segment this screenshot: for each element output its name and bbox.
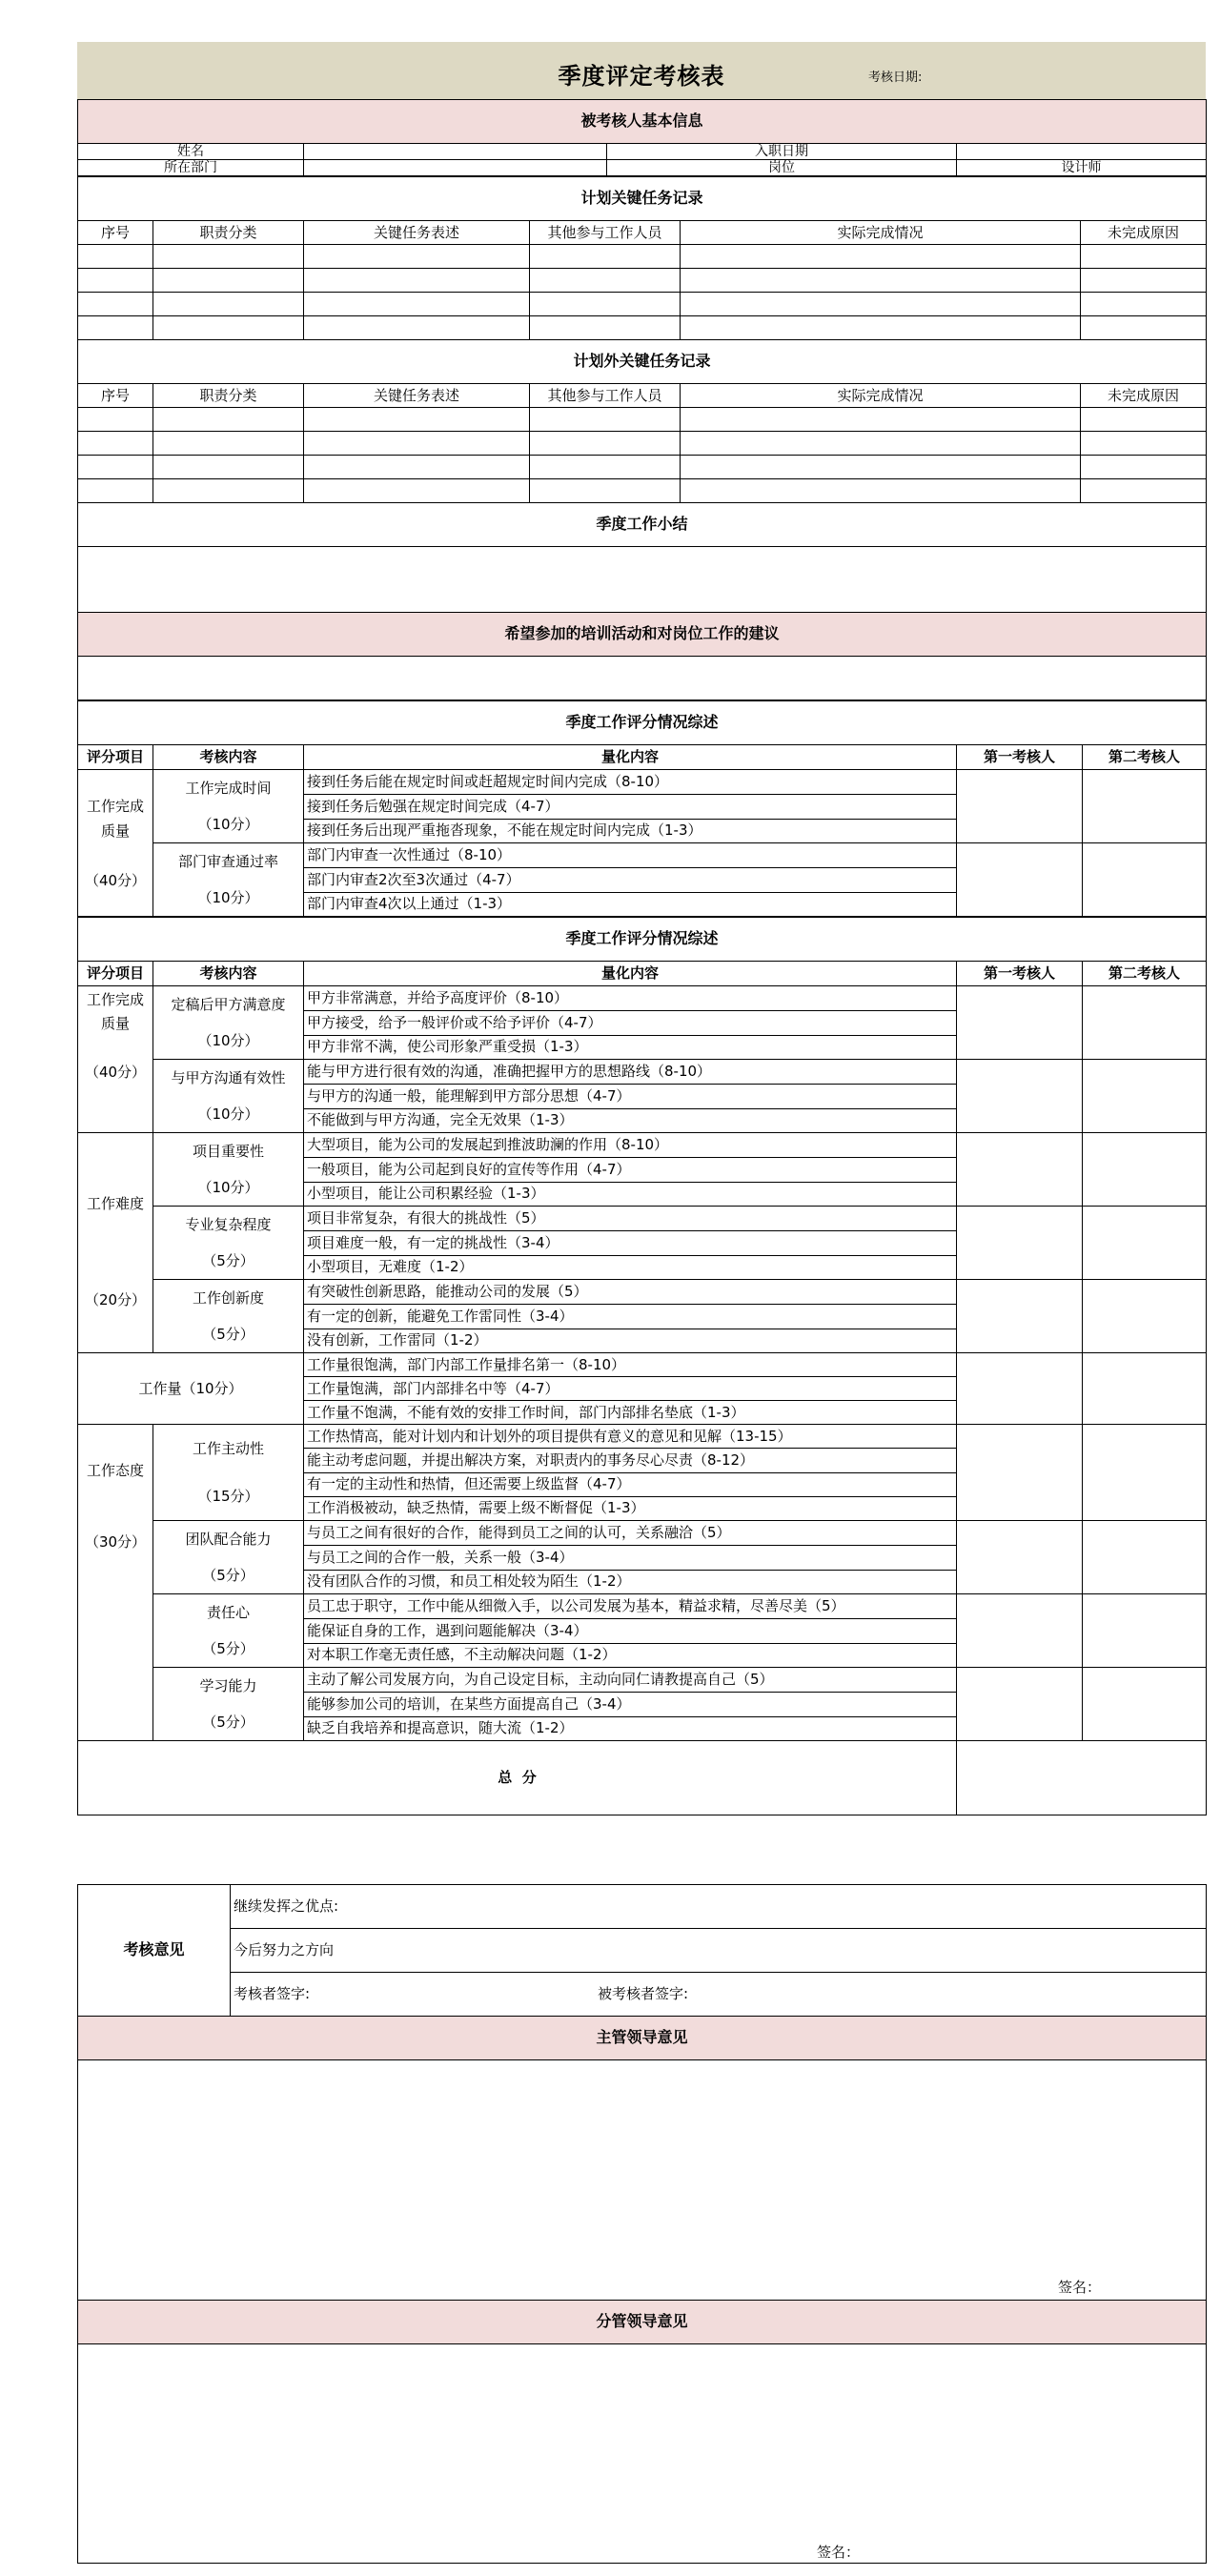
reviewer2-score[interactable] bbox=[1083, 1668, 1207, 1741]
assessment-sheet bbox=[77, 42, 1206, 2564]
category-label: 质量 bbox=[100, 821, 130, 840]
item-innovation bbox=[153, 1280, 304, 1353]
reviewer1-score[interactable] bbox=[957, 843, 1083, 917]
cell[interactable] bbox=[304, 479, 530, 503]
cell[interactable] bbox=[1081, 456, 1207, 479]
name-label: 姓名 bbox=[78, 144, 304, 160]
cell[interactable] bbox=[153, 432, 304, 456]
category-label: 工作完成 bbox=[86, 797, 144, 815]
col-header-item: 评分项目 bbox=[78, 745, 153, 770]
col-header-reason: 未完成原因 bbox=[1081, 384, 1207, 408]
cell[interactable] bbox=[530, 408, 681, 432]
criteria-text: 能主动考虑问题，并提出解决方案，对职责内的事务尽心尽责（8-12） bbox=[304, 1449, 957, 1472]
criteria-text: 能保证自身的工作，遇到问题能解决（3-4） bbox=[304, 1618, 957, 1643]
reviewer2-score[interactable] bbox=[1083, 1280, 1207, 1353]
item-label: 部门审查通过率 bbox=[177, 853, 278, 871]
cell[interactable] bbox=[153, 245, 304, 269]
criteria-text: 接到任务后勉强在规定时间完成（4-7） bbox=[304, 794, 957, 819]
category-label: 工作态度 bbox=[86, 1462, 144, 1480]
supervisor-opinion-field[interactable] bbox=[78, 2060, 1207, 2301]
unplanned-tasks-title: 计划外关键任务记录 bbox=[78, 340, 1207, 384]
category-points: （30分） bbox=[84, 1533, 147, 1552]
criteria-text: 工作热情高，能对计划内和计划外的项目提供有意义的意见和见解（13-15） bbox=[304, 1425, 957, 1449]
criteria-text: 甲方接受，给予一般评价或不给予评价（4-7） bbox=[304, 1010, 957, 1035]
cell[interactable] bbox=[1081, 293, 1207, 316]
criteria-text: 部门内审查一次性通过（8-10） bbox=[304, 843, 957, 868]
col-header-criteria: 量化内容 bbox=[304, 745, 957, 770]
col-header-index: 序号 bbox=[78, 221, 153, 245]
strengths-field[interactable]: 继续发挥之优点: bbox=[231, 1885, 1207, 1929]
reviewer-signature-field[interactable]: 考核者签字: bbox=[234, 1985, 311, 2003]
criteria-text: 工作消极被动，缺乏热情，需要上级不断督促（1-3） bbox=[304, 1496, 957, 1520]
criteria-text: 部门内审查4次以上通过（1-3） bbox=[304, 892, 957, 917]
position-field[interactable]: 设计师 bbox=[957, 160, 1207, 176]
item-points: （5分） bbox=[202, 1252, 254, 1270]
criteria-text: 部门内审查2次至3次通过（4-7） bbox=[304, 867, 957, 892]
opinion-label: 考核意见 bbox=[78, 1885, 231, 2017]
cell[interactable] bbox=[304, 269, 530, 293]
reviewer2-score[interactable] bbox=[1083, 1353, 1207, 1425]
reviewer2-score[interactable] bbox=[1083, 843, 1207, 917]
cell[interactable] bbox=[78, 245, 153, 269]
col-header-item: 评分项目 bbox=[78, 962, 153, 986]
reviewer1-score[interactable] bbox=[957, 1060, 1083, 1133]
cell[interactable] bbox=[304, 316, 530, 340]
criteria-text: 一般项目，能为公司起到良好的宣传等作用（4-7） bbox=[304, 1157, 957, 1182]
table-row bbox=[78, 408, 1207, 432]
reviewer2-score[interactable] bbox=[1083, 1521, 1207, 1594]
reviewer1-score[interactable] bbox=[957, 1668, 1083, 1741]
cell[interactable] bbox=[681, 269, 1081, 293]
reviewer2-score[interactable] bbox=[1083, 1133, 1207, 1207]
cell[interactable] bbox=[153, 316, 304, 340]
position-label: 岗位 bbox=[607, 160, 957, 176]
item-label: 定稿后甲方满意度 bbox=[171, 996, 286, 1014]
item-label: 工作主动性 bbox=[192, 1440, 264, 1458]
criteria-text: 工作量很饱满，部门内部工作量排名第一（8-10） bbox=[304, 1353, 957, 1377]
cell[interactable] bbox=[78, 316, 153, 340]
cell[interactable] bbox=[78, 269, 153, 293]
item-label: 项目重要性 bbox=[192, 1143, 264, 1161]
cell[interactable] bbox=[681, 456, 1081, 479]
item-teamwork bbox=[153, 1521, 304, 1594]
item-points: （5分） bbox=[202, 1326, 254, 1344]
category-points: （40分） bbox=[84, 1064, 147, 1082]
cell[interactable] bbox=[1081, 479, 1207, 503]
criteria-text: 缺乏自我培养和提高意识，随大流（1-2） bbox=[304, 1716, 957, 1741]
cell[interactable] bbox=[530, 316, 681, 340]
col-header-criteria: 量化内容 bbox=[304, 962, 957, 986]
department-field[interactable] bbox=[304, 160, 607, 176]
cell[interactable] bbox=[153, 456, 304, 479]
criteria-text: 小型项目，无难度（1-2） bbox=[304, 1255, 957, 1280]
criteria-text: 不能做到与甲方沟通，完全无效果（1-3） bbox=[304, 1108, 957, 1133]
criteria-text: 没有创新，工作雷同（1-2） bbox=[304, 1329, 957, 1353]
suggestions-field[interactable] bbox=[78, 657, 1207, 700]
name-field[interactable] bbox=[304, 144, 607, 160]
page-title: 季度评定考核表 bbox=[558, 63, 725, 90]
table-row bbox=[78, 269, 1207, 293]
item-label: 学习能力 bbox=[199, 1677, 257, 1695]
summary-field[interactable] bbox=[78, 547, 1207, 613]
category-attitude bbox=[78, 1425, 153, 1741]
criteria-text: 没有团队合作的习惯，和员工相处较为陌生（1-2） bbox=[304, 1570, 957, 1594]
scoring-table-1 bbox=[77, 700, 1207, 917]
item-points: （10分） bbox=[197, 1105, 259, 1124]
reviewer1-score[interactable] bbox=[957, 770, 1083, 843]
item-label: 工作完成时间 bbox=[185, 780, 272, 798]
cell[interactable] bbox=[153, 479, 304, 503]
criteria-text: 与甲方的沟通一般，能理解到甲方部分思想（4-7） bbox=[304, 1084, 957, 1108]
item-points: （10分） bbox=[197, 1032, 259, 1050]
cell[interactable] bbox=[304, 432, 530, 456]
col-header-reviewer2: 第二考核人 bbox=[1083, 745, 1207, 770]
reviewer1-score[interactable] bbox=[957, 1425, 1083, 1521]
reviewer2-score[interactable] bbox=[1083, 1594, 1207, 1668]
criteria-text: 甲方非常不满，使公司形象严重受损（1-3） bbox=[304, 1035, 957, 1060]
item-label: 责任心 bbox=[206, 1604, 250, 1622]
criteria-text: 有突破性创新思路，能推动公司的发展（5） bbox=[304, 1280, 957, 1305]
table-row bbox=[78, 293, 1207, 316]
criteria-text: 项目难度一般，有一定的挑战性（3-4） bbox=[304, 1230, 957, 1255]
col-header-category: 职责分类 bbox=[153, 221, 304, 245]
reviewer1-score[interactable] bbox=[957, 986, 1083, 1060]
cell[interactable] bbox=[1081, 316, 1207, 340]
criteria-text: 对本职工作毫无责任感，不主动解决问题（1-2） bbox=[304, 1643, 957, 1668]
reviewer2-score[interactable] bbox=[1083, 1060, 1207, 1133]
item-responsibility bbox=[153, 1594, 304, 1668]
reviewer1-score[interactable] bbox=[957, 1353, 1083, 1425]
criteria-text: 有一定的创新，能避免工作雷同性（3-4） bbox=[304, 1304, 957, 1329]
total-label: 总 分 bbox=[78, 1741, 957, 1815]
item-client-satisfaction bbox=[153, 986, 304, 1060]
item-review-pass-rate bbox=[153, 843, 304, 917]
cell[interactable] bbox=[1081, 269, 1207, 293]
cell[interactable] bbox=[1081, 245, 1207, 269]
item-label: 与甲方沟通有效性 bbox=[171, 1069, 286, 1087]
cell[interactable] bbox=[153, 408, 304, 432]
criteria-text: 主动了解公司发展方向，为自己设定目标，主动向同仁请教提高自己（5） bbox=[304, 1668, 957, 1693]
cell[interactable] bbox=[681, 316, 1081, 340]
cell[interactable] bbox=[153, 269, 304, 293]
supervisor-sign-label: 签名： bbox=[1058, 2278, 1102, 2296]
cell[interactable] bbox=[304, 408, 530, 432]
reviewer2-score[interactable] bbox=[1083, 986, 1207, 1060]
col-header-participants: 其他参与工作人员 bbox=[530, 221, 681, 245]
category-points: （40分） bbox=[84, 871, 147, 889]
summary-title: 季度工作小结 bbox=[78, 503, 1207, 547]
criteria-text: 员工忠于职守，工作中能从细微入手，以公司发展为基本，精益求精，尽善尽美（5） bbox=[304, 1594, 957, 1619]
cell[interactable] bbox=[78, 479, 153, 503]
signature-row bbox=[231, 1973, 1207, 2017]
criteria-text: 与员工之间的合作一般，关系一般（3-4） bbox=[304, 1545, 957, 1570]
item-points: （10分） bbox=[197, 889, 259, 907]
category-difficulty bbox=[78, 1133, 153, 1353]
item-complexity bbox=[153, 1207, 304, 1280]
item-workload: 工作量（10分） bbox=[78, 1353, 304, 1425]
col-header-participants: 其他参与工作人员 bbox=[530, 384, 681, 408]
cell[interactable] bbox=[1081, 432, 1207, 456]
category-points: （20分） bbox=[84, 1291, 147, 1309]
reviewee-signature-field[interactable]: 被考核者签字: bbox=[598, 1985, 689, 2003]
cell[interactable] bbox=[530, 432, 681, 456]
table-row bbox=[78, 245, 1207, 269]
item-label: 专业复杂程度 bbox=[185, 1216, 272, 1234]
category-label: 工作完成 bbox=[86, 991, 144, 1009]
reviewer1-score[interactable] bbox=[957, 1207, 1083, 1280]
scoring-table-2 bbox=[77, 917, 1207, 1815]
col-header-reason: 未完成原因 bbox=[1081, 221, 1207, 245]
item-points: （10分） bbox=[197, 1179, 259, 1197]
col-header-reviewer2: 第二考核人 bbox=[1083, 962, 1207, 986]
cell[interactable] bbox=[153, 293, 304, 316]
criteria-text: 能与甲方进行很有效的沟通，准确把握甲方的思想路线（8-10） bbox=[304, 1060, 957, 1085]
cell[interactable] bbox=[78, 432, 153, 456]
item-completion-time bbox=[153, 770, 304, 843]
table-row bbox=[78, 479, 1207, 503]
cell[interactable] bbox=[78, 408, 153, 432]
title-bar bbox=[77, 42, 1206, 99]
cell[interactable] bbox=[304, 456, 530, 479]
cell[interactable] bbox=[530, 245, 681, 269]
cell[interactable] bbox=[304, 293, 530, 316]
scoring-title-2: 季度工作评分情况综述 bbox=[78, 918, 1207, 962]
item-points: （15分） bbox=[197, 1488, 259, 1506]
cell[interactable] bbox=[304, 245, 530, 269]
improvement-field[interactable]: 今后努力之方向 bbox=[231, 1929, 1207, 1973]
cell[interactable] bbox=[681, 479, 1081, 503]
criteria-text: 工作量不饱满，不能有效的安排工作时间，部门内部排名垫底（1-3） bbox=[304, 1401, 957, 1425]
col-header-reviewer1: 第一考核人 bbox=[957, 745, 1083, 770]
item-label: 团队配合能力 bbox=[185, 1531, 272, 1549]
criteria-text: 工作量饱满，部门内部排名中等（4-7） bbox=[304, 1377, 957, 1401]
item-points: （5分） bbox=[202, 1567, 254, 1585]
item-project-importance bbox=[153, 1133, 304, 1207]
col-header-task: 关键任务表述 bbox=[304, 384, 530, 408]
cell[interactable] bbox=[530, 269, 681, 293]
hire-date-field[interactable] bbox=[957, 144, 1207, 160]
criteria-text: 能够参加公司的培训，在某些方面提高自己（3-4） bbox=[304, 1692, 957, 1716]
item-initiative bbox=[153, 1425, 304, 1521]
assessment-date-label[interactable]: 考核日期: bbox=[868, 71, 923, 85]
basic-info-table bbox=[77, 99, 1207, 176]
table-row bbox=[78, 316, 1207, 340]
criteria-text: 接到任务后出现严重拖沓现象，不能在规定时间内完成（1-3） bbox=[304, 819, 957, 843]
col-header-completion: 实际完成情况 bbox=[681, 221, 1081, 245]
criteria-text: 小型项目，能让公司积累经验（1-3） bbox=[304, 1182, 957, 1207]
cell[interactable] bbox=[681, 408, 1081, 432]
category-label: 质量 bbox=[100, 1015, 130, 1033]
criteria-text: 接到任务后能在规定时间或赶超规定时间内完成（8-10） bbox=[304, 770, 957, 795]
criteria-text: 项目非常复杂，有很大的挑战性（5） bbox=[304, 1207, 957, 1231]
division-leader-opinion-title: 分管领导意见 bbox=[78, 2301, 1207, 2344]
division-leader-opinion-field[interactable] bbox=[78, 2344, 1207, 2564]
col-header-content: 考核内容 bbox=[153, 745, 304, 770]
col-header-completion: 实际完成情况 bbox=[681, 384, 1081, 408]
planned-tasks-title: 计划关键任务记录 bbox=[78, 177, 1207, 221]
planned-tasks-table bbox=[77, 176, 1207, 700]
supervisor-opinion-title: 主管领导意见 bbox=[78, 2017, 1207, 2060]
reviewer1-score[interactable] bbox=[957, 1280, 1083, 1353]
category-quality bbox=[78, 986, 153, 1133]
reviewer1-score[interactable] bbox=[957, 1133, 1083, 1207]
opinion-table bbox=[77, 1884, 1207, 2564]
reviewer1-score[interactable] bbox=[957, 1521, 1083, 1594]
reviewer2-score[interactable] bbox=[1083, 770, 1207, 843]
cell[interactable] bbox=[530, 293, 681, 316]
col-header-content: 考核内容 bbox=[153, 962, 304, 986]
criteria-text: 大型项目，能为公司的发展起到推波助澜的作用（8-10） bbox=[304, 1133, 957, 1158]
criteria-text: 甲方非常满意，并给予高度评价（8-10） bbox=[304, 986, 957, 1011]
department-label: 所在部门 bbox=[78, 160, 304, 176]
item-points: （10分） bbox=[197, 816, 259, 834]
category-quality bbox=[78, 770, 153, 917]
item-points: （5分） bbox=[202, 1640, 254, 1658]
item-label: 工作创新度 bbox=[192, 1289, 264, 1308]
basic-info-title: 被考核人基本信息 bbox=[78, 100, 1207, 144]
cell[interactable] bbox=[78, 456, 153, 479]
suggestions-title: 希望参加的培训活动和对岗位工作的建议 bbox=[78, 613, 1207, 657]
hire-date-label: 入职日期 bbox=[607, 144, 957, 160]
cell[interactable] bbox=[530, 479, 681, 503]
criteria-text: 有一定的主动性和热情，但还需要上级监督（4-7） bbox=[304, 1472, 957, 1496]
criteria-text: 与员工之间有很好的合作，能得到员工之间的认可，关系融洽（5） bbox=[304, 1521, 957, 1546]
item-client-communication bbox=[153, 1060, 304, 1133]
scoring-title-1: 季度工作评分情况综述 bbox=[78, 701, 1207, 745]
cell[interactable] bbox=[681, 245, 1081, 269]
cell[interactable] bbox=[1081, 408, 1207, 432]
reviewer2-score[interactable] bbox=[1083, 1425, 1207, 1521]
table-row bbox=[78, 432, 1207, 456]
item-points: （5分） bbox=[202, 1714, 254, 1732]
col-header-reviewer1: 第一考核人 bbox=[957, 962, 1083, 986]
col-header-index: 序号 bbox=[78, 384, 153, 408]
col-header-category: 职责分类 bbox=[153, 384, 304, 408]
cell[interactable] bbox=[78, 293, 153, 316]
reviewer1-score[interactable] bbox=[957, 1594, 1083, 1668]
item-learning bbox=[153, 1668, 304, 1741]
total-score[interactable] bbox=[957, 1741, 1207, 1815]
table-row bbox=[78, 456, 1207, 479]
cell[interactable] bbox=[681, 293, 1081, 316]
category-label: 工作难度 bbox=[86, 1195, 144, 1213]
cell[interactable] bbox=[681, 432, 1081, 456]
reviewer2-score[interactable] bbox=[1083, 1207, 1207, 1280]
col-header-task: 关键任务表述 bbox=[304, 221, 530, 245]
division-leader-sign-label: 签名： bbox=[817, 2543, 861, 2561]
cell[interactable] bbox=[530, 456, 681, 479]
